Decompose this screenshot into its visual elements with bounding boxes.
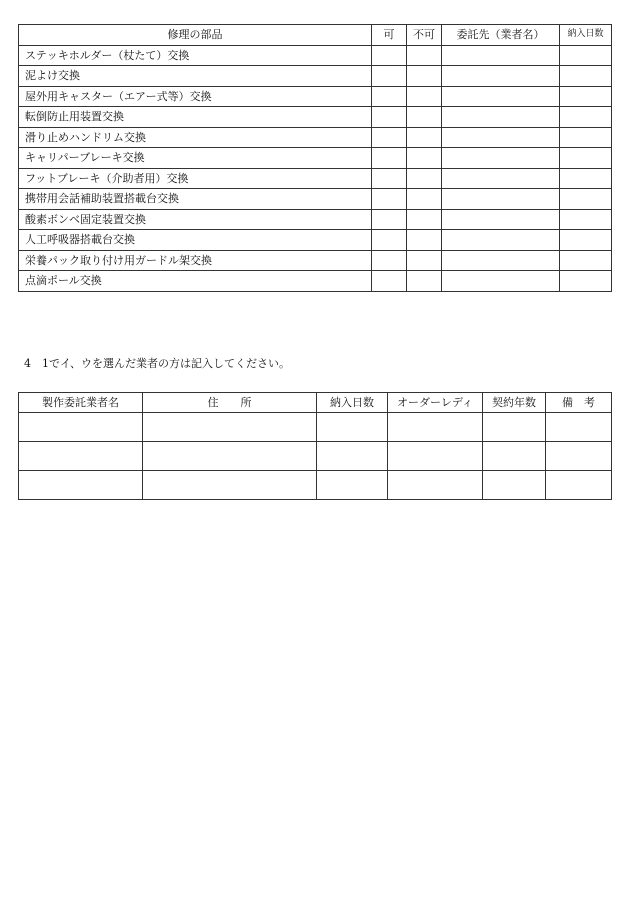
repair-table-row — [19, 230, 612, 251]
address-cell[interactable] — [143, 442, 317, 471]
possible-cell[interactable] — [372, 86, 407, 107]
repair-table-row — [19, 148, 612, 169]
possible-cell[interactable] — [372, 148, 407, 169]
vendor-table-header-row — [19, 393, 612, 413]
repair-part-label: キャリパーブレーキ交換 — [19, 148, 372, 169]
contract-years-cell[interactable] — [483, 471, 546, 500]
delivery-days-cell[interactable] — [560, 66, 612, 87]
contractor-cell[interactable] — [442, 271, 560, 292]
contractor-cell[interactable] — [442, 209, 560, 230]
repair-parts-table — [18, 24, 612, 292]
repair-table-row — [19, 250, 612, 271]
repair-table-row — [19, 107, 612, 128]
vendor-info-table — [18, 392, 612, 500]
delivery-days-cell[interactable] — [560, 250, 612, 271]
possible-cell[interactable] — [372, 66, 407, 87]
repair-table-row — [19, 168, 612, 189]
contractor-cell[interactable] — [442, 45, 560, 66]
header-vendor-name: 製作委託業者名 — [19, 393, 143, 413]
section-4-instruction: 4 1でイ、ウを選んだ業者の方は記入してください。 — [24, 357, 291, 370]
remarks-cell[interactable] — [546, 471, 612, 500]
contractor-cell[interactable] — [442, 148, 560, 169]
repair-part-label: 人工呼吸器搭載台交換 — [19, 230, 372, 251]
vendor-delivery-days-cell[interactable] — [317, 471, 388, 500]
delivery-days-cell[interactable] — [560, 209, 612, 230]
repair-part-label: 泥よけ交換 — [19, 66, 372, 87]
header-possible: 可 — [372, 25, 407, 46]
possible-cell[interactable] — [372, 230, 407, 251]
header-delivery-days: 納入日数 — [560, 25, 612, 46]
not-possible-cell[interactable] — [407, 45, 442, 66]
delivery-days-cell[interactable] — [560, 189, 612, 210]
repair-table-row — [19, 45, 612, 66]
delivery-days-cell[interactable] — [560, 230, 612, 251]
delivery-days-cell[interactable] — [560, 86, 612, 107]
repair-part-label: 酸素ボンベ固定装置交換 — [19, 209, 372, 230]
order-ready-cell[interactable] — [388, 442, 483, 471]
remarks-cell[interactable] — [546, 442, 612, 471]
contract-years-cell[interactable] — [483, 413, 546, 442]
possible-cell[interactable] — [372, 250, 407, 271]
not-possible-cell[interactable] — [407, 127, 442, 148]
contractor-cell[interactable] — [442, 230, 560, 251]
header-address: 住 所 — [143, 393, 317, 413]
repair-part-label: 滑り止めハンドリム交換 — [19, 127, 372, 148]
possible-cell[interactable] — [372, 107, 407, 128]
vendor-table-row — [19, 442, 612, 471]
delivery-days-cell[interactable] — [560, 127, 612, 148]
contractor-cell[interactable] — [442, 168, 560, 189]
not-possible-cell[interactable] — [407, 271, 442, 292]
contractor-cell[interactable] — [442, 189, 560, 210]
not-possible-cell[interactable] — [407, 66, 442, 87]
delivery-days-cell[interactable] — [560, 168, 612, 189]
address-cell[interactable] — [143, 413, 317, 442]
repair-part-label: ステッキホルダー（杖たて）交換 — [19, 45, 372, 66]
delivery-days-cell[interactable] — [560, 148, 612, 169]
header-contract-years: 契約年数 — [483, 393, 546, 413]
not-possible-cell[interactable] — [407, 189, 442, 210]
repair-part-label: 栄養パック取り付け用ガードル架交換 — [19, 250, 372, 271]
possible-cell[interactable] — [372, 127, 407, 148]
possible-cell[interactable] — [372, 45, 407, 66]
contractor-cell[interactable] — [442, 86, 560, 107]
repair-table-row — [19, 189, 612, 210]
not-possible-cell[interactable] — [407, 107, 442, 128]
contractor-cell[interactable] — [442, 66, 560, 87]
not-possible-cell[interactable] — [407, 230, 442, 251]
vendor-name-cell[interactable] — [19, 413, 143, 442]
repair-part-label: 転倒防止用装置交換 — [19, 107, 372, 128]
contractor-cell[interactable] — [442, 107, 560, 128]
header-vendor-delivery-days: 納入日数 — [317, 393, 388, 413]
delivery-days-cell[interactable] — [560, 271, 612, 292]
remarks-cell[interactable] — [546, 413, 612, 442]
possible-cell[interactable] — [372, 271, 407, 292]
contractor-cell[interactable] — [442, 250, 560, 271]
repair-table-row — [19, 127, 612, 148]
contractor-cell[interactable] — [442, 127, 560, 148]
vendor-name-cell[interactable] — [19, 442, 143, 471]
delivery-days-cell[interactable] — [560, 107, 612, 128]
not-possible-cell[interactable] — [407, 86, 442, 107]
vendor-name-cell[interactable] — [19, 471, 143, 500]
repair-part-label: フットブレーキ（介助者用）交換 — [19, 168, 372, 189]
not-possible-cell[interactable] — [407, 250, 442, 271]
possible-cell[interactable] — [372, 189, 407, 210]
repair-table-row — [19, 86, 612, 107]
not-possible-cell[interactable] — [407, 148, 442, 169]
header-order-ready: オーダーレディ — [388, 393, 483, 413]
vendor-delivery-days-cell[interactable] — [317, 413, 388, 442]
not-possible-cell[interactable] — [407, 168, 442, 189]
possible-cell[interactable] — [372, 209, 407, 230]
vendor-table-row — [19, 413, 612, 442]
possible-cell[interactable] — [372, 168, 407, 189]
repair-table-row — [19, 66, 612, 87]
repair-part-label: 携帯用会話補助装置搭載台交換 — [19, 189, 372, 210]
repair-part-label: 点滴ポール交換 — [19, 271, 372, 292]
header-remarks: 備 考 — [546, 393, 612, 413]
repair-part-label: 屋外用キャスター（エアー式等）交換 — [19, 86, 372, 107]
repair-table-row — [19, 209, 612, 230]
delivery-days-cell[interactable] — [560, 45, 612, 66]
vendor-delivery-days-cell[interactable] — [317, 442, 388, 471]
address-cell[interactable] — [143, 471, 317, 500]
order-ready-cell[interactable] — [388, 413, 483, 442]
contract-years-cell[interactable] — [483, 442, 546, 471]
repair-table-header-row — [19, 25, 612, 46]
header-contractor: 委託先（業者名） — [442, 25, 560, 46]
header-repair-part: 修理の部品 — [19, 25, 372, 46]
repair-table-row — [19, 271, 612, 292]
vendor-table-row — [19, 471, 612, 500]
not-possible-cell[interactable] — [407, 209, 442, 230]
order-ready-cell[interactable] — [388, 471, 483, 500]
header-not-possible: 不可 — [407, 25, 442, 46]
